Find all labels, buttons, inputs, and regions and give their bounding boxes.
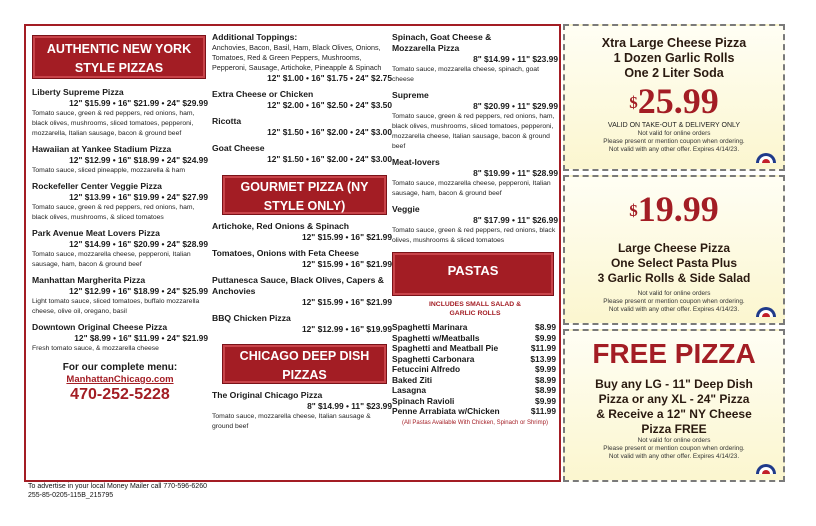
price-value: 19.99 [637,189,719,229]
item-desc: Tomato sauce, green & red peppers, red onions, ham, black olives, mushrooms, & sliced tomatoes [32,204,195,221]
contact-block [32,362,208,404]
pasta-row [392,385,556,396]
menu-item [32,275,208,317]
gourmet-banner: GOURMET PIZZA (NY STYLE ONLY) [222,175,387,215]
menu-item [392,157,558,199]
pasta-price: $11.99 [530,406,556,416]
item-price: 8" $14.99 • 11" $23.99 [307,401,392,411]
menu-item [392,32,558,85]
item-desc: Tomato sauce, green & red peppers, red onions, ham, black olives, mushrooms, sliced tomatoes, pepperoni, mozzarella, Italian sausage, bacon & ground beef [32,110,195,137]
item-name: Extra Cheese or Chicken [212,89,314,99]
item-price: 12" $1.50 • 16" $2.00 • 24" $3.00 [267,127,392,137]
pasta-row [392,396,556,407]
chicago-banner: CHICAGO DEEP DISH PIZZAS [222,344,387,384]
item-desc: Tomato sauce, mozzarella cheese, Italian sausage & ground beef [212,413,371,430]
pasta-name: Lasagna [392,385,426,395]
extra-item [212,143,392,165]
coupon-fine: Not valid with any other offer. Expires 4/14/23. [608,453,740,460]
menu-item [32,181,208,223]
pasta-name: Spaghetti and Meatball Pie [392,343,499,353]
coupon-line: Pizza or any XL - 24" Pizza [598,392,750,406]
item-price: 12" $15.99 • 16" $21.99 • 24" $29.99 [69,98,208,108]
toppings-title: Additional Toppings: [212,32,298,42]
menu-item [212,313,392,335]
coupon-fine: Not valid for online orders [637,290,711,297]
pasta-row [392,406,556,417]
coupon-line: Large Cheese Pizza [617,241,731,255]
item-name: Ricotta [212,116,242,126]
item-desc: Tomato sauce, green & red peppers, red onions, ham, black olives, mushrooms, sliced tomatoes, pepperoni, mozzarella cheese, Italian sausage, bacon & ground beef [392,113,555,150]
pasta-price: $8.99 [535,385,556,395]
footer-code: 255-85-0205-115B_215795 [28,492,114,499]
item-price: 12" $13.99 • 16" $19.99 • 24" $27.99 [69,192,208,202]
item-desc: Tomato sauce, green & red peppers, red onions, black olives, mushrooms & sliced tomatoes [392,227,556,244]
item-price: 12" $14.99 • 16" $20.99 • 24" $28.99 [69,239,208,249]
coupon-line: Pizza FREE [641,422,707,436]
item-price: 12" $15.99 • 16" $21.99 [301,232,392,242]
pasta-row [392,333,556,344]
gourmet-list [212,221,392,335]
item-name: Artichoke, Red Onions & Spinach [212,221,350,231]
item-price: 12" $1.50 • 16" $2.00 • 24" $3.00 [267,154,392,164]
authentic-banner: AUTHENTIC NEW YORK STYLE PIZZAS [32,35,206,79]
authentic-list [32,87,208,354]
logo-icon [755,153,777,164]
chicago-list [212,390,392,432]
dollar-sign: $ [629,201,638,220]
item-name: Manhattan Margherita Pizza [32,275,146,285]
menu-item [212,248,392,270]
coupon-price [565,81,783,121]
coupon-price [565,189,783,229]
toppings-price: 12" $1.00 • 16" $1.75 • 24" $2.75 [267,73,392,83]
item-desc: Tomato sauce, mozzarella cheese, pepperoni, Italian sausage, ham, bacon & ground beef [32,251,191,268]
item-desc: Tomato sauce, sliced pineapple, mozzarella & ham [32,167,186,174]
coupon-1[interactable] [563,24,785,171]
coupon-line: Xtra Large Cheese Pizza [601,36,747,50]
pasta-row [392,354,556,365]
item-price: 12" $12.99 • 16" $18.99 • 24" $24.99 [69,155,208,165]
pasta-name: Penne Arrabiata w/Chicken [392,406,500,416]
item-desc: Light tomato sauce, sliced tomatoes, buffalo mozzarella cheese, olive oil, oregano, basil [32,298,200,315]
menu-item [392,204,558,246]
coupon-valid: VALID ON TAKE-OUT & DELIVERY ONLY [607,122,741,129]
item-price: 12" $12.99 • 16" $19.99 [301,324,392,334]
item-name: Goat Cheese [212,143,265,153]
pastas-list [392,322,558,417]
item-name: Spinach, Goat Cheese & Mozzarella Pizza [392,32,492,53]
coupon-3[interactable] [563,329,785,482]
item-price: 8" $20.99 • 11" $29.99 [473,101,558,111]
item-name: Puttanesca Sauce, Black Olives, Capers & Anchovies [212,275,384,296]
coupon-fine: Not valid with any other offer. Expires 4/14/23. [608,306,740,313]
item-name: The Original Chicago Pizza [212,390,323,400]
coupon-line: 3 Garlic Rolls & Side Salad [597,271,751,285]
pasta-name: Spaghetti w/Meatballs [392,332,480,343]
pasta-name: Spinach Ravioli [392,395,455,406]
phone-number[interactable]: 470-252-5228 [70,386,170,403]
item-price: 12" $8.99 • 16" $11.99 • 24" $21.99 [74,333,208,343]
menu-item [32,322,208,354]
item-name: Tomatoes, Onions with Feta Cheese [212,248,359,258]
coupon-fine: Not valid with any other offer. Expires 4/14/23. [608,146,740,153]
coupon-line: 1 Dozen Garlic Rolls [613,51,735,65]
footer-advertise: To advertise in your local Money Mailer call 770-596-6260 [28,483,207,490]
menu-column-3 [392,26,558,428]
pasta-row [392,343,556,354]
pasta-name: Baked Ziti [392,374,433,385]
pastas-banner: PASTAS [392,252,554,296]
item-name: Liberty Supreme Pizza [32,87,124,97]
item-price: 8" $17.99 • 11" $26.99 [473,215,558,225]
pasta-row [392,375,556,386]
coupon-line: One 2 Liter Soda [624,66,724,80]
coupon-line: Buy any LG - 11" Deep Dish [595,377,753,391]
pasta-name: Fetuccini Alfredo [392,364,461,374]
menu-item [212,275,392,308]
pasta-name: Spaghetti Carbonara [392,353,475,364]
coupon-fine: Please present or mention coupon when ordering. [603,298,745,305]
coupon-line: One Select Pasta Plus [610,256,738,270]
contact-label: For our complete menu: [62,362,178,373]
dollar-sign: $ [629,93,638,112]
item-name: Supreme [392,90,429,100]
pasta-row [392,322,556,333]
item-name: Meat-lovers [392,157,440,167]
item-desc: Tomato sauce, mozzarella cheese, pepperoni, Italian sausage, ham, bacon & ground beef [392,180,551,197]
coupon-fine: Please present or mention coupon when ordering. [603,445,745,452]
item-name: Hawaiian at Yankee Stadium Pizza [32,144,172,154]
coupon-line: & Receive a 12" NY Cheese [596,407,752,421]
menu-item [212,221,392,243]
item-price: 8" $19.99 • 11" $28.99 [473,168,558,178]
menu-panel [24,24,561,482]
pasta-price: $9.99 [535,332,556,343]
pasta-price: $13.99 [530,353,556,364]
extra-item [212,89,392,111]
toppings-list: Anchovies, Bacon, Basil, Ham, Black Olives, Onions, Tomatoes, Red & Green Peppers, Mushrooms, Pepperoni, Sausage, Artichoke, Pineapple & Spinach [212,43,382,72]
item-price: 8" $14.99 • 11" $23.99 [473,54,558,64]
pasta-price: $8.99 [535,374,556,385]
menu-item [392,90,558,152]
item-name: Rockefeller Center Veggie Pizza [32,181,162,191]
price-value: 25.99 [637,81,719,121]
item-name: Downtown Original Cheese Pizza [32,322,168,332]
logo-icon [755,307,777,318]
coupon-fine: Please present or mention coupon when ordering. [603,138,745,145]
item-name: Veggie [392,204,420,214]
website-link[interactable]: ManhattanChicago.com [66,374,174,385]
menu-item [32,228,208,270]
item-price: 12" $15.99 • 16" $21.99 [301,259,392,269]
item-price: 12" $15.99 • 16" $21.99 [301,297,392,307]
footer [28,482,207,500]
menu-column-2 [212,26,392,437]
pasta-price: $8.99 [535,322,556,332]
coupon-2[interactable] [563,175,785,325]
pasta-price: $9.99 [535,395,556,406]
pasta-price: $11.99 [530,343,556,353]
item-desc: Fresh tomato sauce, & mozzarella cheese [32,345,159,352]
menu-item [32,87,208,139]
menu-item [212,390,392,432]
menu-column-1 [32,26,208,404]
item-name: Park Avenue Meat Lovers Pizza [32,228,160,238]
item-desc: Tomato sauce, mozzarella cheese, spinach, goat cheese [392,66,539,83]
menu-item [32,144,208,176]
item-price: 12" $12.99 • 16" $18.99 • 24" $25.99 [69,286,208,296]
pastas-subtitle: INCLUDES SMALL SALAD & GARLIC ROLLS [428,301,521,317]
coupon-fine: Not valid for online orders [637,130,711,137]
coupon-headline: FREE PIZZA [592,338,756,369]
item-price: 12" $2.00 • 16" $2.50 • 24" $3.50 [267,100,392,110]
logo-icon [755,464,777,475]
pasta-row [392,364,556,375]
coupon-fine: Not valid for online orders [637,437,711,444]
pasta-name: Spaghetti Marinara [392,322,468,332]
extra-item [212,116,392,138]
item-name: BBQ Chicken Pizza [212,313,291,323]
pastas-note: (All Pastas Available With Chicken, Spinach or Shrimp) [402,419,548,426]
pasta-price: $9.99 [535,364,556,374]
